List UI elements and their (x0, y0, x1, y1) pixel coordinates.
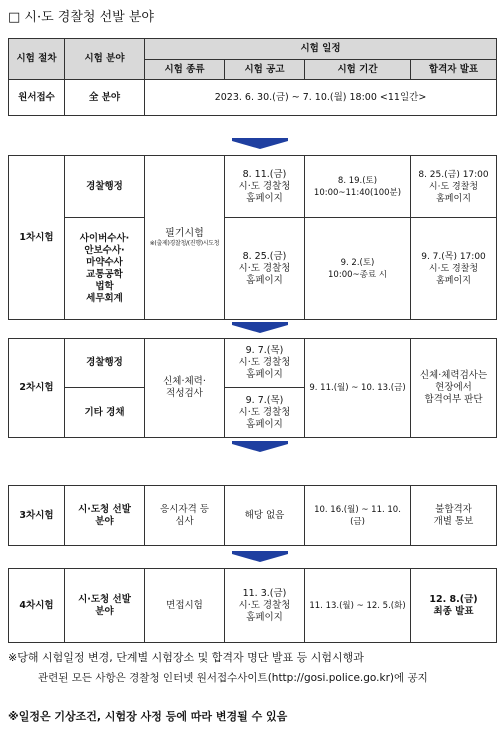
stage1-step: 1차시험 (9, 156, 65, 320)
stage2-step: 2차시험 (9, 339, 65, 438)
header-result: 합격자 발표 (411, 60, 497, 80)
stage1-type-label: 필기시험 (165, 227, 204, 239)
stage3-field: 시·도청 선발 분야 (65, 486, 145, 546)
stage1-table (8, 155, 497, 320)
stage2-notice-b: 9. 7.(목) 시·도 경찰청 홈페이지 (225, 388, 305, 438)
application-field: 全 분야 (65, 80, 145, 116)
stage3-type: 응시자격 등 심사 (145, 486, 225, 546)
application-period: 2023. 6. 30.(금) ~ 7. 10.(월) 18:00 <11일간> (145, 80, 497, 116)
stage2-type: 신체·체력· 적성검사 (145, 339, 225, 438)
header-step: 시험 절차 (9, 39, 65, 80)
stage1-period-b: 9. 2.(토) 10:00~종료 시 (305, 218, 411, 320)
header-notice: 시험 공고 (225, 60, 305, 80)
stage1-type (145, 156, 225, 320)
stage3-step: 3차시험 (9, 486, 65, 546)
stage3-notice: 해당 없음 (225, 486, 305, 546)
header-type: 시험 종류 (145, 60, 225, 80)
header-schedule: 시험 일정 (145, 39, 497, 60)
stage1-field-police-admin: 경찰행정 (65, 156, 145, 218)
stage2-field-police-admin: 경찰행정 (65, 339, 145, 388)
header-field: 시험 분야 (65, 39, 145, 80)
stage2-notice-a: 9. 7.(목) 시·도 경찰청 홈페이지 (225, 339, 305, 388)
stage3-result: 불합격자 개별 통보 (411, 486, 497, 546)
stage3-period: 10. 16.(월) ~ 11. 10.(금) (305, 486, 411, 546)
stage4-type: 면접시험 (145, 569, 225, 643)
note-line-2: 관련된 모든 사항은 경찰청 인터넷 원서접수사이트(http://gosi.police.go.kr)에 공지 (38, 672, 428, 684)
stage1-field-other: 사이버수사· 안보수사· 마약수사 교통공학 법학 세무회계 (65, 218, 145, 320)
stage2-table (8, 338, 497, 438)
stage4-period: 11. 13.(월) ~ 12. 5.(화) (305, 569, 411, 643)
application-step: 원서접수 (9, 80, 65, 116)
header-period: 시험 기간 (305, 60, 411, 80)
note-line-1: ※당해 시험일정 변경, 단계별 시험장소 및 합격자 명단 발표 등 시험시행과 (8, 651, 364, 664)
stage2-period: 9. 11.(월) ~ 10. 13.(금) (305, 339, 411, 438)
stage2-field-other: 기타 경채 (65, 388, 145, 438)
stage3-table (8, 485, 497, 546)
section-title: □ 시·도 경찰청 선발 분야 (8, 10, 154, 25)
schedule-header-table (8, 38, 497, 116)
stage4-step: 4차시험 (9, 569, 65, 643)
stage4-field: 시·도청 선발 분야 (65, 569, 145, 643)
stage1-result-a: 8. 25.(금) 17:00 시·도 경찰청 홈페이지 (411, 156, 497, 218)
stage4-table (8, 568, 497, 643)
stage1-period-a: 8. 19.(토) 10:00~11:40(100분) (305, 156, 411, 218)
stage1-notice-a: 8. 11.(금) 시·도 경찰청 홈페이지 (225, 156, 305, 218)
stage1-notice-b: 8. 25.(금) 시·도 경찰청 홈페이지 (225, 218, 305, 320)
stage4-result: 12. 8.(금) 최종 발표 (411, 569, 497, 643)
stage1-type-sub: ※(출제)경찰청/(진행)시도청 (149, 239, 220, 247)
stage1-result-b: 9. 7.(목) 17:00 시·도 경찰청 홈페이지 (411, 218, 497, 320)
stage2-result: 신체·체력검사는 현장에서 합격여부 판단 (411, 339, 497, 438)
note-bold: ※일정은 기상조건, 시험장 사정 등에 따라 변경될 수 있음 (8, 710, 288, 723)
stage4-notice: 11. 3.(금) 시·도 경찰청 홈페이지 (225, 569, 305, 643)
